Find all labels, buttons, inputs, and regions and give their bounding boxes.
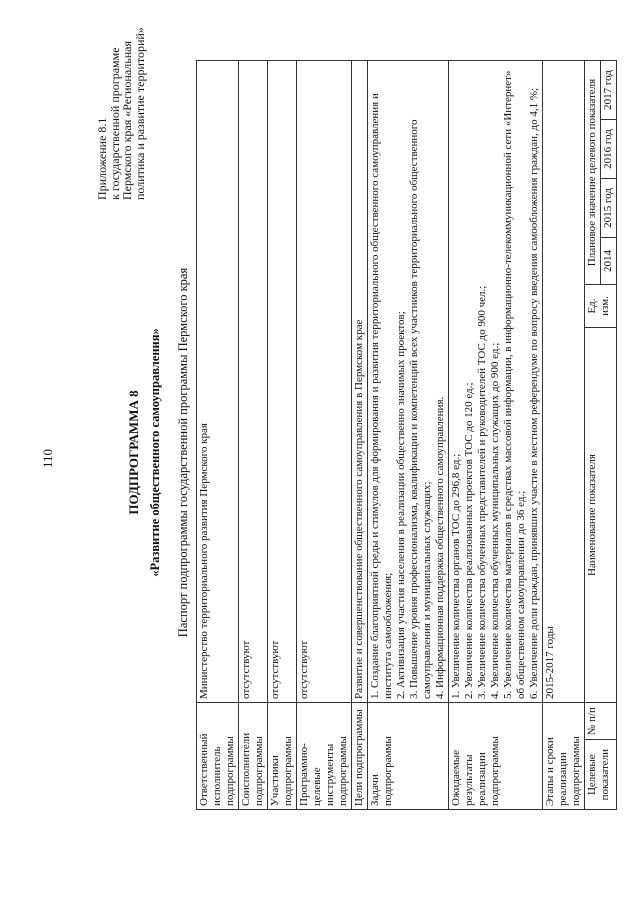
row-value: отсутствуют (297, 61, 352, 703)
table-row (268, 61, 297, 810)
row-value: Развитие и совершенствование общественного самоуправления в Пермском крае (352, 61, 368, 703)
year-header: 2016 год (601, 120, 617, 179)
appendix-note: Приложение 8.1 к государственной программе Пермского края «Региональная политика и развитие территорий» (95, 27, 147, 200)
result-item: 6. Увеличение доли граждан, принявших участие в местном референдуме по вопросу введения самообложения граждан, до 4,1 %; (528, 87, 540, 699)
row-label: Ответственный исполнитель подпрограммы (197, 703, 239, 810)
tasks-list (368, 61, 449, 703)
year-header: 2017 год (601, 61, 617, 120)
results-list (449, 61, 543, 703)
row-value: отсутствуют (239, 61, 268, 703)
table-row (197, 61, 239, 810)
table-row (239, 61, 268, 810)
tasks-label: Задачи подпрограммы (368, 703, 449, 810)
passport-table (196, 60, 617, 810)
result-item: 2. Увеличение количества реализованных проектов ТОС до 120 ед.; (463, 382, 475, 699)
table-row (543, 61, 585, 810)
results-label: Ожидаемые результаты реализации подпрограммы (449, 703, 543, 810)
table-row (585, 61, 601, 810)
result-item: 3. Увеличение количества обученных представителей и руководителей ТОС до 900 чел.; (476, 285, 488, 699)
indicators-unit-header: Ед. изм. (585, 285, 617, 328)
row-label: Участники подпрограммы (268, 703, 297, 810)
year-header: 2015 год (601, 179, 617, 238)
row-label: Программно-целевые инструменты подпрограммы (297, 703, 352, 810)
result-item: 1. Увеличение количества органов ТОС до 296,8 ед.; (450, 453, 462, 699)
row-label: Цели подпрограммы (352, 703, 368, 810)
task-item: 4. Информационная поддержка общественного самоуправления. (434, 396, 446, 699)
indicators-name-header: Наименование показателя (585, 328, 617, 703)
row-value: отсутствуют (268, 61, 297, 703)
result-item: 4. Увеличение количества обученных муниципальных служащих до 900 ед.; (489, 342, 501, 699)
task-item: 1. Создание благоприятной среды и стимулов для формирования и развития территориального общественного самоуправления и института самообложения; (369, 93, 394, 699)
task-item: 2. Активизация участия населения в реализации общественно значимых проектов; (395, 311, 407, 699)
indicators-label: Целевые показатели (585, 740, 617, 810)
indicators-planned-header: Плановое значение целевого показателя (585, 61, 601, 285)
passport-title: Паспорт подпрограммы государственной программы Пермского края (176, 267, 190, 638)
stages-label: Этапы и сроки реализации подпрограммы (543, 703, 585, 810)
indicators-num-header: № п/п (585, 703, 617, 740)
table-row (449, 61, 543, 810)
row-value: Министерство территориального развития Пермского края (197, 61, 239, 703)
table-row (297, 61, 352, 810)
table-row (352, 61, 368, 810)
row-label: Соисполнители подпрограммы (239, 703, 268, 810)
program-heading: ПОДПРОГРАММА 8 (126, 390, 141, 515)
year-header: 2014 (601, 238, 617, 285)
result-item: 5. Увеличение количества материалов в средствах массовой информации, в информационно-телекоммуникационной сети «Интернет» об общественном самоуправлении до 36 ед.; (502, 70, 527, 699)
program-subtitle: «Развитие общественного самоуправления» (148, 328, 162, 577)
page-number: 110 (40, 448, 55, 468)
task-item: 3. Повышение уровня профессионализма, квалификации и компетенций всех участников территориального общественного самоуправления и муниципальных служащих; (408, 119, 433, 699)
stages-value: 2015-2017 годы (543, 61, 585, 703)
table-row (368, 61, 449, 810)
